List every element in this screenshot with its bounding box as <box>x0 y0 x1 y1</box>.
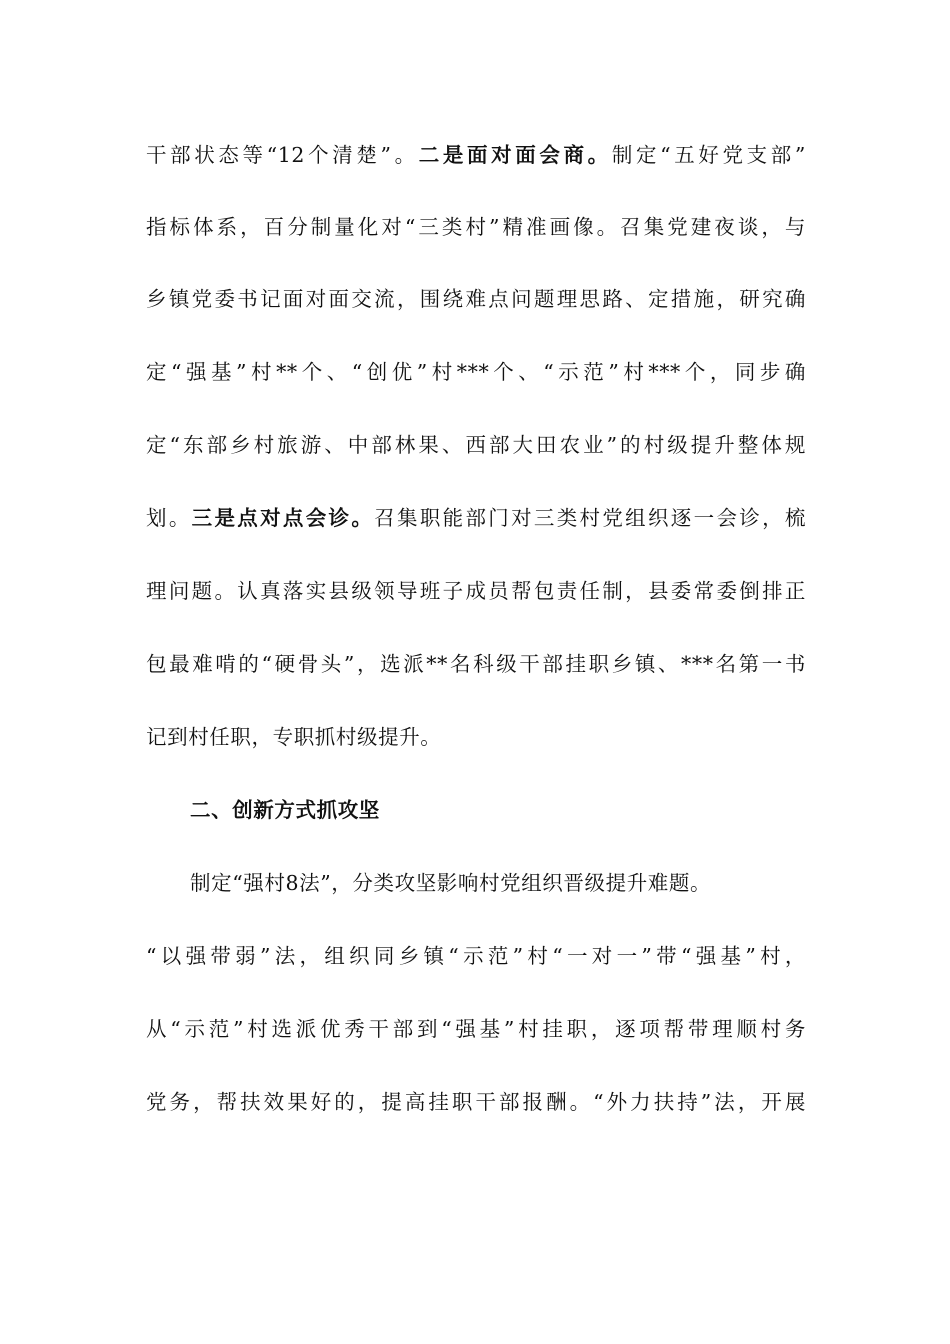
paragraph-line: 定“强基”村**个、“创优”村***个、“示范”村***个，同步确 <box>146 360 806 384</box>
text-run: 干部状态等“12个清楚”。 <box>146 143 419 167</box>
paragraph-line: 指标体系，百分制量化对“三类村”精准画像。召集党建夜谈，与 <box>146 215 806 239</box>
paragraph-line: 党务，帮扶效果好的，提高挂职干部报酬。“外力扶持”法，开展 <box>146 1090 806 1114</box>
text-run: 制定“五好党支部” <box>611 143 806 167</box>
text-run: 划。 <box>146 506 192 530</box>
paragraph-line: 包最难啃的“硬骨头”，选派**名科级干部挂职乡镇、***名第一书 <box>146 652 806 676</box>
paragraph-line <box>146 503 806 533</box>
paragraph-line <box>146 140 806 170</box>
paragraph-line: 从“示范”村选派优秀干部到“强基”村挂职，逐项帮带理顺村务 <box>146 1017 806 1041</box>
paragraph-line: 定“东部乡村旅游、中部林果、西部大田农业”的村级提升整体规 <box>146 433 806 457</box>
paragraph-line: 制定“强村8法”，分类攻坚影响村党组织晋级提升难题。 <box>190 871 712 895</box>
paragraph-line: “以强带弱”法，组织同乡镇“示范”村“一对一”带“强基”村， <box>146 944 806 968</box>
paragraph-line: 理问题。认真落实县级领导班子成员帮包责任制，县委常委倒排正 <box>146 579 806 603</box>
bold-lead-phrase: 三是点对点会诊。 <box>191 506 375 530</box>
section-heading: 二、创新方式抓攻坚 <box>190 798 380 822</box>
bold-lead-phrase: 二是面对面会商。 <box>418 143 612 167</box>
paragraph-line: 记到村任职，专职抓村级提升。 <box>146 725 442 749</box>
text-run: 召集职能部门对三类村党组织逐一会诊，梳 <box>374 506 806 530</box>
paragraph-line: 乡镇党委书记面对面交流，围绕难点问题理思路、定措施，研究确 <box>146 287 806 311</box>
